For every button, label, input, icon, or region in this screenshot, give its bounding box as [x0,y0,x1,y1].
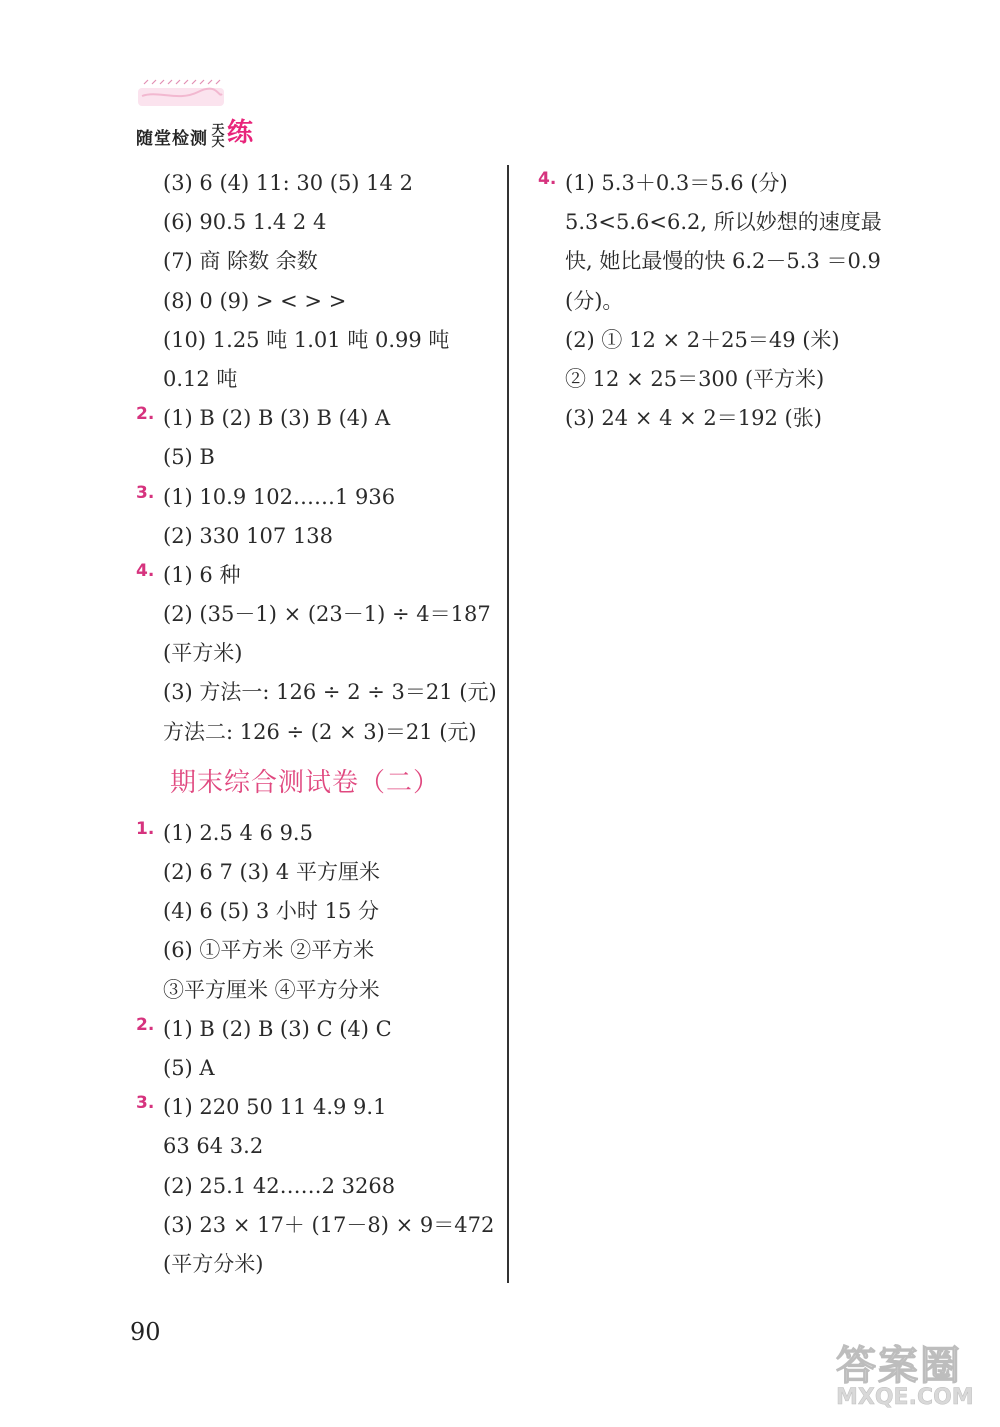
answer-text: (8) 0 (9) > < > > [163,288,347,313]
right-answer-list [538,164,918,438]
answer-line [136,1167,496,1206]
answer-text: (1) 5.3＋0.3＝5.6 (分) [565,171,788,195]
answer-line [136,556,496,595]
section-title: 期末综合测试卷（二） [170,767,441,798]
answer-text: (2) 25.1 42……2 3268 [163,1173,396,1198]
answer-line [136,321,496,360]
answer-line [136,971,496,1010]
brand-lian-text: 练 [227,118,254,148]
answer-line [538,399,918,438]
answer-line [136,814,496,853]
watermark-top-text: 答案圈 [836,1343,962,1389]
answer-text: (2) 330 107 138 [163,523,334,548]
answer-text: 方法二: 126 ÷ (2 × 3)＝21 (元) [163,719,477,744]
answer-line [136,164,496,203]
answer-text: (6) 90.5 1.4 2 4 [163,210,327,235]
left-column [136,164,496,1284]
answer-text: (6) ①平方米 ②平方米 [163,938,375,963]
answer-line [538,321,918,360]
question-number: 3. [136,482,155,503]
watermark-logo [836,1334,986,1418]
answer-line [538,164,918,203]
answer-line [136,634,496,673]
header-decoration-icon [138,78,224,108]
answer-text: (3) 6 (4) 11: 30 (5) 14 2 [163,171,413,195]
answer-text: (1) B (2) B (3) B (4) A [163,406,391,431]
answer-text: (1) 220 50 11 4.9 9.1 [163,1095,387,1120]
answer-line [136,1049,496,1088]
question-number: 2. [136,1014,155,1035]
left-answer-list [136,164,496,752]
answer-text: 63 64 3.2 [163,1134,264,1159]
answer-text: (7) 商 除数 余数 [163,249,318,274]
answer-line [136,1088,496,1127]
answer-line [538,242,918,281]
answer-text: (3) 24 × 4 × 2＝192 (张) [565,406,822,431]
answer-text: (2) ① 12 × 2＋25＝49 (米) [565,327,840,352]
answer-line [136,595,496,634]
answer-text: 快, 她比最慢的快 6.2－5.3 ＝0.9 [565,249,881,274]
answer-text: 5.3<5.6<6.2, 所以妙想的速度最 [565,210,882,235]
answer-text: (5) A [163,1055,215,1080]
answer-text: ③平方厘米 ④平方分米 [163,977,380,1002]
answer-text: (1) 6 种 [163,562,241,587]
page-number: 90 [130,1318,161,1346]
answer-text: (1) B (2) B (3) C (4) C [163,1016,392,1041]
answer-line [136,713,496,752]
answer-line [136,673,496,712]
answer-line [136,517,496,556]
answer-text: (1) 10.9 102……1 936 [163,484,396,509]
answer-text: (4) 6 (5) 3 小时 15 分 [163,899,379,924]
answer-line [136,478,496,517]
answer-line [136,1206,496,1245]
answer-text: 0.12 吨 [163,366,238,391]
answer-text: (平方分米) [163,1251,264,1276]
answer-text: (平方米) [163,641,243,666]
answer-text: (10) 1.25 吨 1.01 吨 0.99 吨 [163,327,450,352]
answer-text: (3) 23 × 17＋ (17－8) × 9＝472 [163,1212,495,1237]
answer-line [538,203,918,242]
answer-line [136,438,496,477]
question-number: 2. [136,404,155,425]
question-number: 3. [136,1093,155,1114]
brand-main-text: 随堂检测 [136,129,208,149]
answer-text: ② 12 × 25＝300 (平方米) [565,366,825,391]
section-answer-list [136,814,496,1284]
answer-line [136,282,496,321]
answer-line [136,1127,496,1166]
answer-line [136,203,496,242]
watermark-bottom-text: MXQE.COM [836,1385,974,1410]
right-column [538,164,918,438]
answer-text: (2) 6 7 (3) 4 平方厘米 [163,860,380,884]
answer-text: (2) (35－1) × (23－1) ÷ 4＝187 [163,602,491,627]
question-number: 1. [136,818,155,839]
answer-line [136,399,496,438]
column-divider [507,165,509,1283]
answer-text: (1) 2.5 4 6 9.5 [163,820,313,845]
answer-line [136,853,496,892]
page-header [136,112,253,149]
answer-line [136,931,496,970]
answer-text: (3) 方法一: 126 ÷ 2 ÷ 3＝21 (元) [163,680,497,705]
answer-text: (分)。 [565,288,624,313]
answer-line [538,360,918,399]
answer-line [136,892,496,931]
brand-tiantian-text: 天天 [211,123,225,150]
answer-line [538,282,918,321]
answer-line [136,242,496,281]
answer-line [136,1010,496,1049]
answer-text: (5) B [163,445,215,470]
answer-line [136,1245,496,1284]
answer-line [136,360,496,399]
question-number: 4. [136,560,155,581]
question-number: 4. [538,169,557,189]
